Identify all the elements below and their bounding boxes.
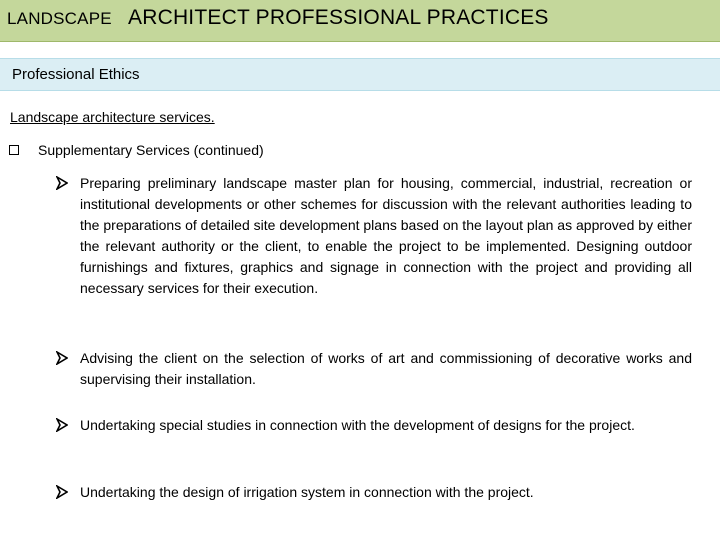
arrow-bullet-icon [56, 415, 80, 435]
list-item-text: Advising the client on the selection of works of art and commissioning of decorative works and supervising their installation. [80, 350, 692, 387]
subheading: Landscape architecture services. [10, 109, 215, 125]
title-main: ARCHITECT PROFESSIONAL PRACTICES [128, 6, 549, 29]
title-bar [0, 0, 720, 42]
arrow-bullet-icon [56, 173, 80, 193]
arrow-bullet-icon [56, 348, 80, 368]
list-item [56, 173, 692, 299]
checkbox-icon [9, 145, 19, 155]
title-prefix: LANDSCAPE [7, 9, 112, 28]
list-item-text: Preparing preliminary landscape master plan for housing, commercial, industrial, recreation or institutional developments or other schemes for discussion with the relevant authorities leading to the preparations of detailed site development plans based on the layout plan as approved by either the relevant authority or the client, to enable the project to be implemented. Designing outdoor furnishings and fixtures, graphics and signage in connection with the project and providing all necessary services for their execution. [80, 175, 692, 296]
list-item [56, 415, 692, 436]
main-bullet [9, 142, 264, 158]
main-bullet-text: Supplementary Services (continued) [38, 142, 264, 158]
list-item-text: Undertaking the design of irrigation system in connection with the project. [80, 484, 534, 500]
section-bar [0, 58, 720, 91]
list-item [56, 482, 692, 503]
section-title: Professional Ethics [12, 66, 140, 83]
list-item-text: Undertaking special studies in connection with the development of designs for the project. [80, 417, 635, 433]
arrow-bullet-icon [56, 482, 80, 502]
list-item [56, 348, 692, 390]
